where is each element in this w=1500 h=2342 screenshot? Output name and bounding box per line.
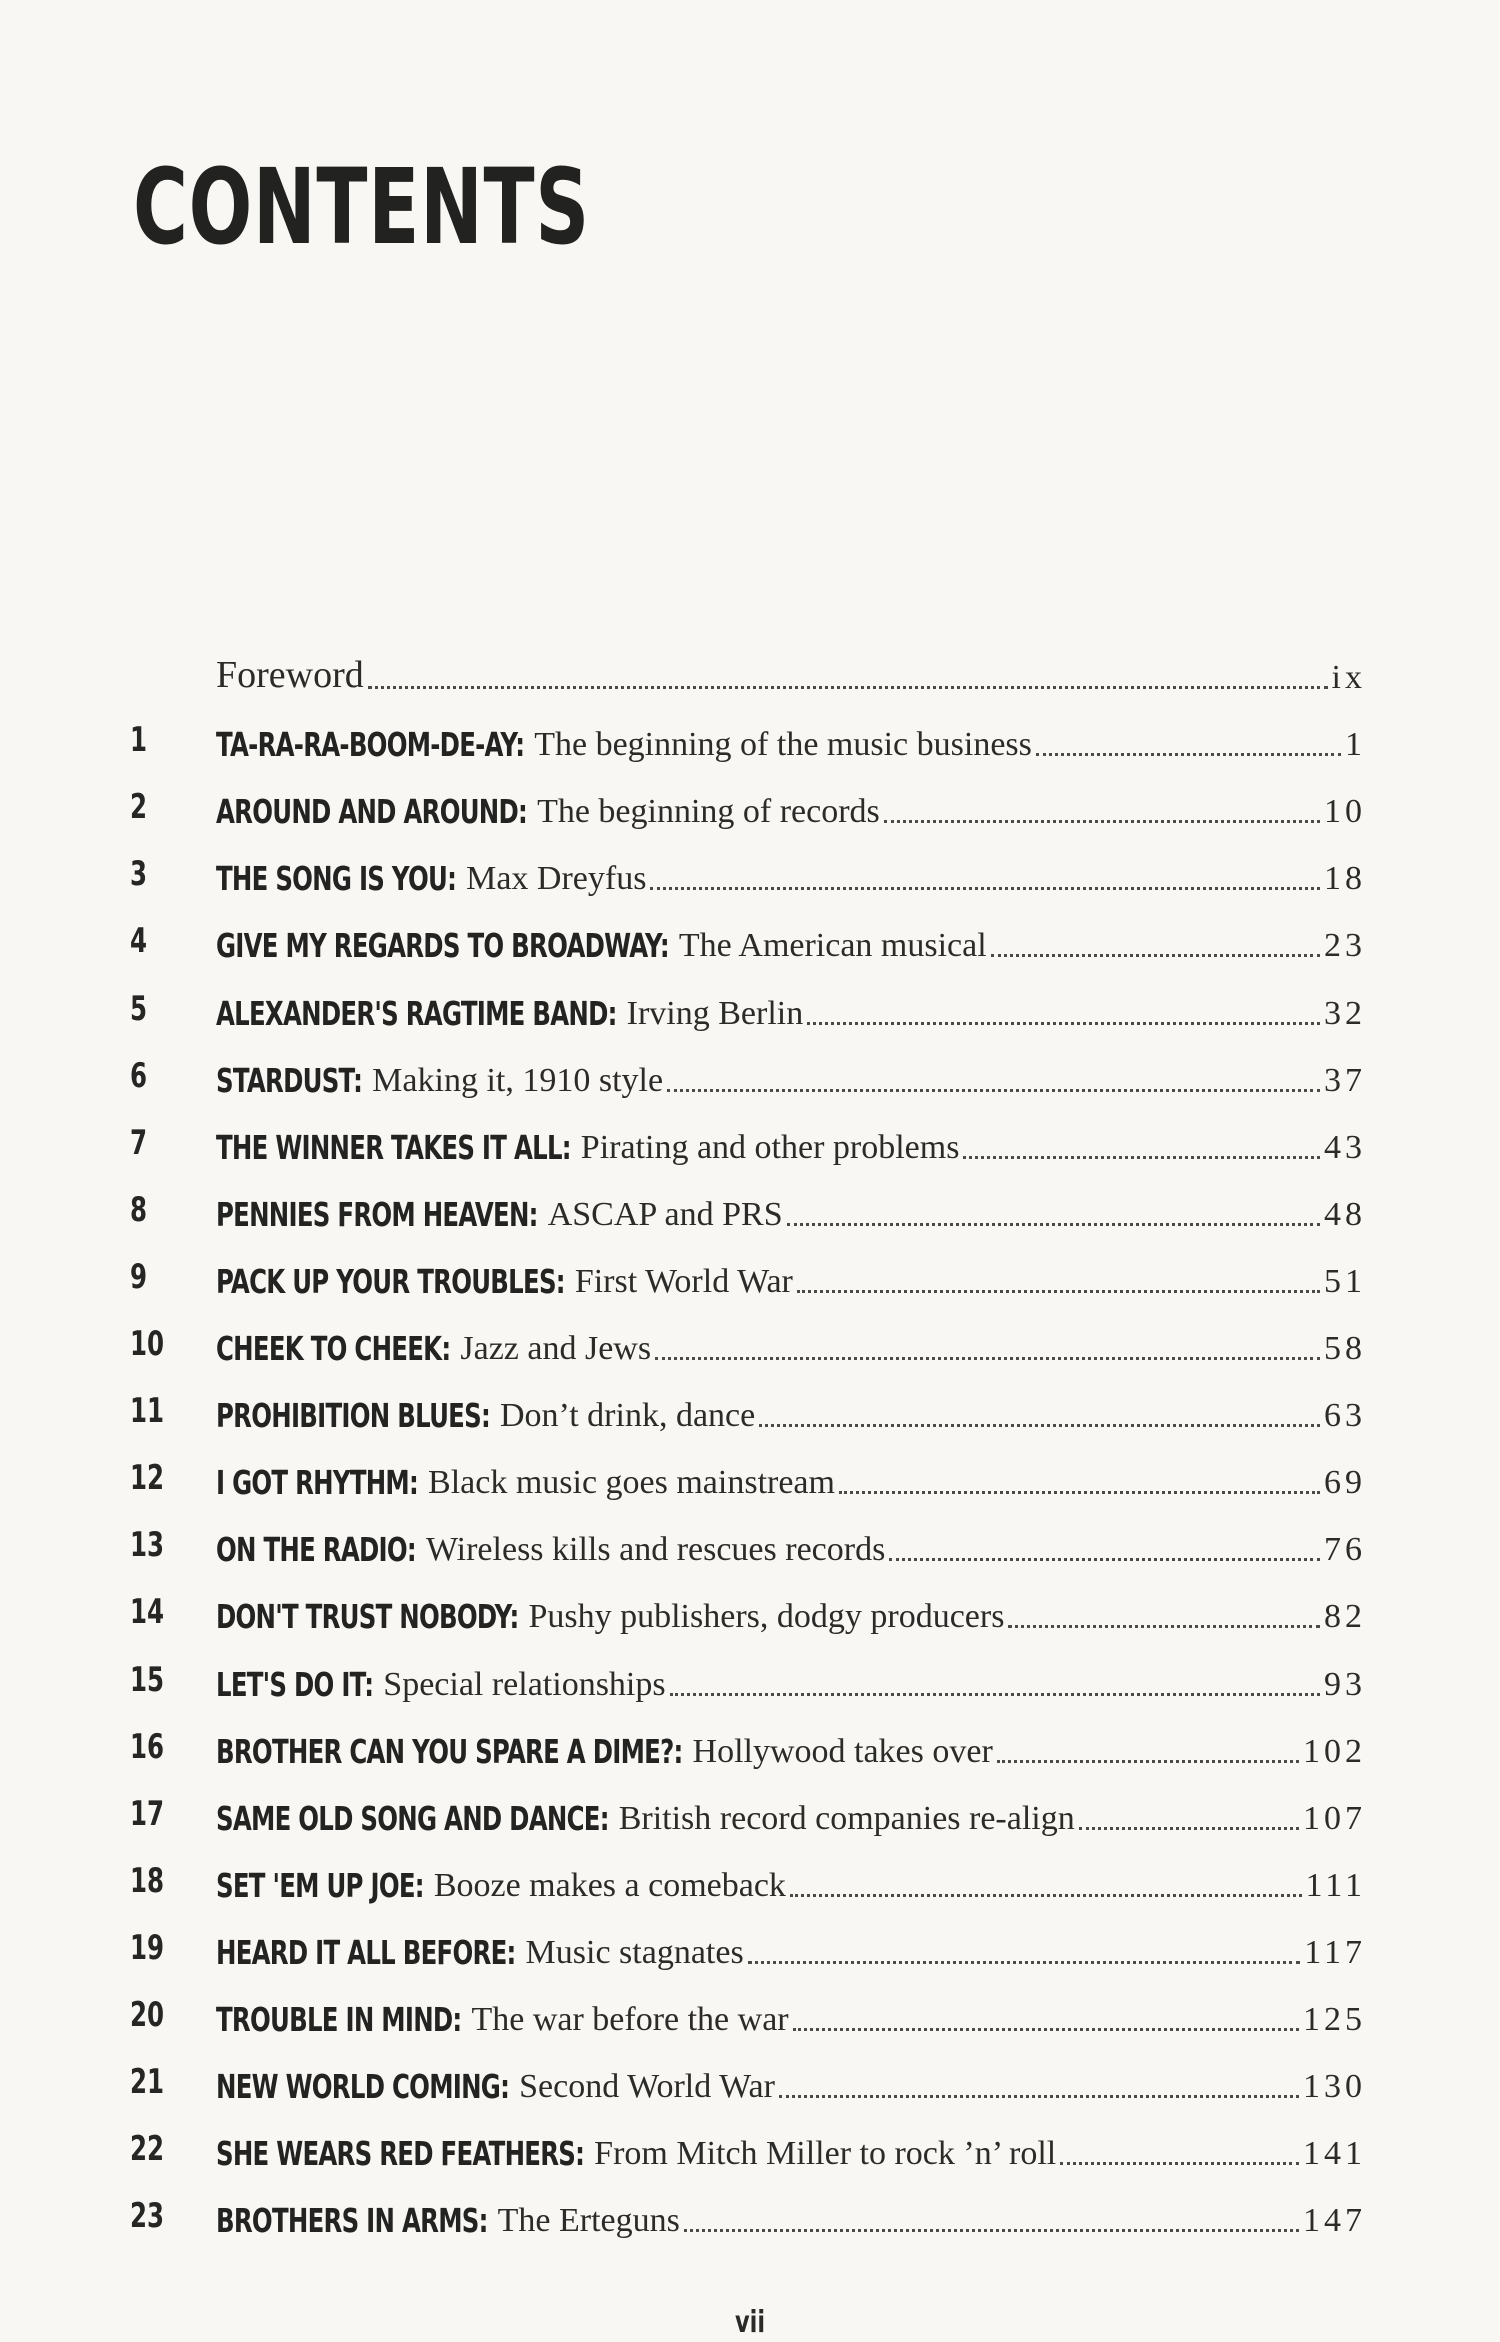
page-number: 51 (1324, 1262, 1366, 1300)
chapter-subtitle: Jazz and Jews (460, 1330, 652, 1367)
toc-entry (216, 1714, 1366, 1781)
toc-entry (216, 2049, 1366, 2116)
dot-leader (997, 1760, 1299, 1763)
chapter-heading-wrap (216, 1799, 619, 1838)
toc-row (0, 1714, 1500, 1781)
chapter-subtitle: Wireless kills and rescues records (425, 1531, 886, 1569)
dot-leader (670, 1693, 1320, 1696)
chapter-heading: SAME OLD SONG AND DANCE: (216, 1798, 609, 1838)
page-number: 76 (1324, 1531, 1366, 1569)
toc-row (0, 1110, 1500, 1177)
toc-row (0, 1244, 1500, 1311)
dot-leader (1060, 2162, 1299, 2165)
chapter-number: 4 (130, 921, 148, 962)
chapter-heading: NEW WORLD COMING: (216, 2067, 510, 2107)
toc-entry (216, 908, 1366, 975)
chapter-heading: TA-RA-RA-BOOM-DE-AY: (216, 725, 525, 765)
toc-row (0, 1915, 1500, 1982)
chapter-heading: SET 'EM UP JOE: (216, 1865, 424, 1905)
chapter-subtitle: Black music goes mainstream (428, 1464, 835, 1502)
chapter-subtitle: The beginning of records (537, 793, 880, 831)
chapter-heading: THE SONG IS YOU: (216, 859, 457, 899)
page-number: 125 (1303, 2001, 1366, 2038)
chapter-heading-wrap (216, 1329, 460, 1368)
toc-row (0, 2049, 1500, 2116)
dot-leader (759, 1424, 1320, 1427)
toc-entry (216, 1915, 1366, 1982)
chapter-heading: BROTHERS IN ARMS: (216, 2201, 488, 2241)
toc-row (0, 1781, 1500, 1848)
page-number: 147 (1303, 2202, 1366, 2240)
toc-row (0, 1445, 1500, 1512)
toc-entry (216, 2116, 1366, 2183)
foreword-label: Foreword (216, 654, 364, 696)
chapter-heading: LET'S DO IT: (216, 1664, 374, 1704)
chapter-heading-wrap (216, 1128, 581, 1167)
page-number: 48 (1324, 1195, 1366, 1233)
toc-row (0, 1043, 1500, 1110)
toc-row (0, 1982, 1500, 2049)
chapter-number: 3 (130, 854, 148, 895)
chapter-heading: BROTHER CAN YOU SPARE A DIME?: (216, 1731, 683, 1771)
dot-leader (655, 1357, 1320, 1360)
chapter-heading: HEARD IT ALL BEFORE: (216, 1932, 516, 1972)
chapter-heading: AROUND AND AROUND: (216, 792, 528, 832)
chapter-heading-wrap (216, 1597, 528, 1636)
toc-entry (216, 841, 1366, 908)
dot-leader (779, 2095, 1299, 2098)
chapter-subtitle: Pushy publishers, dodgy producers (528, 1598, 1005, 1636)
dot-leader (1008, 1625, 1320, 1628)
toc-row (0, 908, 1500, 975)
chapter-number: 7 (130, 1122, 148, 1163)
toc-entry (216, 976, 1366, 1043)
toc-row (0, 1579, 1500, 1646)
toc-row (0, 1647, 1500, 1714)
dot-leader (797, 1290, 1320, 1293)
chapter-subtitle: Don’t drink, dance (499, 1397, 756, 1435)
chapter-heading-wrap (216, 2134, 594, 2173)
toc-entry (216, 1177, 1366, 1244)
chapter-subtitle: Booze makes a comeback (433, 1866, 786, 1904)
toc-entry (216, 2183, 1366, 2250)
toc-row (0, 1848, 1500, 1915)
chapter-subtitle: The Erteguns (497, 2202, 680, 2240)
page-number: 23 (1324, 927, 1366, 965)
page-number: 43 (1324, 1128, 1366, 1166)
chapter-heading-wrap (216, 2000, 471, 2039)
page-number: 130 (1303, 2068, 1366, 2106)
dot-leader (650, 887, 1320, 890)
dot-leader (793, 2028, 1299, 2031)
chapter-heading-wrap (216, 926, 679, 965)
chapter-number: 11 (130, 1391, 165, 1432)
toc-row (0, 841, 1500, 908)
page-number: 141 (1303, 2135, 1366, 2173)
chapter-subtitle: Max Dreyfus (466, 860, 647, 898)
toc-row (0, 2183, 1500, 2250)
chapter-number: 13 (130, 1525, 165, 1566)
chapter-subtitle: Special relationships (383, 1665, 666, 1703)
toc-row (0, 1512, 1500, 1579)
page-number: 10 (1324, 793, 1366, 831)
chapter-heading-wrap (216, 1933, 526, 1972)
chapter-heading: STARDUST: (216, 1060, 363, 1100)
toc-entry (216, 1311, 1366, 1378)
toc-entry (216, 640, 1366, 707)
page-number: 37 (1324, 1061, 1366, 1099)
chapter-heading: GIVE MY REGARDS TO BROADWAY: (216, 926, 669, 966)
chapter-number: 5 (130, 988, 148, 1029)
chapter-subtitle: Hollywood takes over (692, 1732, 993, 1770)
chapter-subtitle: The American musical (678, 927, 987, 965)
chapter-heading-wrap (216, 725, 534, 764)
page-number: 117 (1304, 1933, 1366, 1971)
toc-row (0, 1177, 1500, 1244)
chapter-heading-wrap (216, 1866, 434, 1905)
chapter-number: 8 (130, 1189, 148, 1230)
chapter-number: 23 (130, 2196, 165, 2237)
chapter-heading: CHEEK TO CHEEK: (216, 1329, 451, 1368)
toc-entry (216, 1110, 1366, 1177)
toc-entry (216, 1378, 1366, 1445)
chapter-subtitle: From Mitch Miller to rock ’n’ roll (594, 2135, 1057, 2173)
toc-entry (216, 1512, 1366, 1579)
page-number: ix (1331, 659, 1366, 696)
toc-entry (216, 1781, 1366, 1848)
page-number: 111 (1305, 1866, 1366, 1904)
chapter-subtitle: Pirating and other problems (580, 1128, 960, 1166)
toc-row (0, 2116, 1500, 2183)
chapter-subtitle: British record companies re-align (618, 1799, 1075, 1837)
chapter-heading: PACK UP YOUR TROUBLES: (216, 1261, 565, 1301)
chapter-number: 22 (130, 2129, 165, 2170)
toc-entry (216, 1579, 1366, 1646)
page-folio: vii (735, 2305, 766, 2340)
chapter-heading: I GOT RHYTHM: (216, 1463, 419, 1503)
chapter-subtitle: Music stagnates (525, 1933, 744, 1971)
chapter-subtitle: Making it, 1910 style (372, 1061, 664, 1099)
page-number: 63 (1324, 1397, 1366, 1435)
chapter-heading: ALEXANDER'S RAGTIME BAND: (216, 993, 617, 1033)
chapter-subtitle: The beginning of the music business (534, 726, 1032, 764)
page-number: 69 (1324, 1464, 1366, 1502)
toc-row (0, 1311, 1500, 1378)
toc-entry (216, 1982, 1366, 2049)
toc-entry (216, 1445, 1366, 1512)
toc-row (0, 707, 1500, 774)
dot-leader (963, 1156, 1320, 1159)
chapter-number: 14 (130, 1592, 165, 1633)
chapter-heading-wrap (216, 1061, 372, 1100)
toc-row (0, 976, 1500, 1043)
chapter-heading-wrap (216, 1665, 383, 1704)
chapter-heading-wrap (216, 1463, 428, 1502)
dot-leader (839, 1491, 1320, 1494)
toc-row (0, 1378, 1500, 1445)
chapter-heading-wrap (216, 1530, 426, 1569)
chapter-heading-wrap (216, 2067, 519, 2106)
dot-leader (1079, 1827, 1299, 1830)
chapter-heading-wrap (216, 1396, 500, 1435)
page-number: 1 (1345, 726, 1366, 764)
dot-leader (807, 1022, 1320, 1025)
chapter-number: 17 (130, 1793, 165, 1834)
chapter-heading: PENNIES FROM HEAVEN: (216, 1194, 538, 1234)
toc-row (0, 774, 1500, 841)
page-number: 58 (1324, 1330, 1366, 1367)
chapter-heading: DON'T TRUST NOBODY: (216, 1597, 519, 1637)
chapter-heading-wrap (216, 994, 627, 1033)
dot-leader (991, 954, 1320, 957)
chapter-number: 20 (130, 1995, 165, 2035)
chapter-heading-wrap (216, 859, 466, 898)
toc-entry (216, 1848, 1366, 1915)
page-number: 18 (1324, 860, 1366, 898)
page-number: 93 (1324, 1665, 1366, 1703)
chapter-number: 10 (130, 1324, 165, 1364)
dot-leader (1036, 753, 1341, 756)
chapter-number: 19 (130, 1927, 165, 1968)
dot-leader (787, 1223, 1320, 1226)
chapter-number: 21 (130, 2062, 165, 2103)
toc-entry (216, 774, 1366, 841)
chapter-heading: ON THE RADIO: (216, 1530, 416, 1570)
chapter-number: 9 (130, 1256, 148, 1297)
dot-leader (884, 820, 1320, 823)
chapter-heading-wrap (216, 1262, 575, 1301)
toc-entry (216, 1244, 1366, 1311)
chapter-heading-wrap (216, 1195, 548, 1234)
dot-leader (790, 1894, 1302, 1897)
chapter-number: 15 (130, 1659, 165, 1700)
toc-entry (216, 1043, 1366, 1110)
chapter-heading: THE WINNER TAKES IT ALL: (216, 1127, 571, 1167)
chapter-subtitle: First World War (574, 1262, 793, 1300)
chapter-heading: SHE WEARS RED FEATHERS: (216, 2134, 585, 2174)
chapter-number: 2 (130, 787, 148, 828)
chapter-number: 1 (130, 720, 148, 761)
chapter-heading-wrap (216, 1732, 693, 1771)
chapter-subtitle: ASCAP and PRS (547, 1195, 783, 1233)
chapter-number: 16 (130, 1726, 165, 1767)
dot-leader (667, 1089, 1320, 1092)
chapter-number: 12 (130, 1458, 165, 1499)
dot-leader (368, 686, 1328, 689)
page-title: CONTENTS (133, 146, 590, 268)
toc-entry (216, 1647, 1366, 1714)
chapter-heading-wrap (216, 792, 537, 831)
chapter-subtitle: Irving Berlin (626, 994, 804, 1032)
chapter-heading: PROHIBITION BLUES: (216, 1396, 490, 1436)
chapter-number: 18 (130, 1860, 165, 1901)
page-number: 32 (1324, 994, 1366, 1032)
toc-entry (216, 707, 1366, 774)
dot-leader (889, 1558, 1320, 1561)
chapter-heading-wrap (216, 2201, 498, 2240)
page-number: 102 (1303, 1732, 1366, 1770)
page-number: 82 (1324, 1598, 1366, 1636)
chapter-subtitle: Second World War (519, 2068, 775, 2106)
chapter-subtitle: The war before the war (471, 2001, 789, 2038)
chapter-heading: TROUBLE IN MIND: (216, 2000, 462, 2039)
chapter-number: 6 (130, 1055, 148, 1096)
toc-row-foreword (0, 640, 1500, 707)
dot-leader (684, 2229, 1299, 2232)
dot-leader (748, 1961, 1301, 1964)
page-number: 107 (1303, 1799, 1366, 1837)
